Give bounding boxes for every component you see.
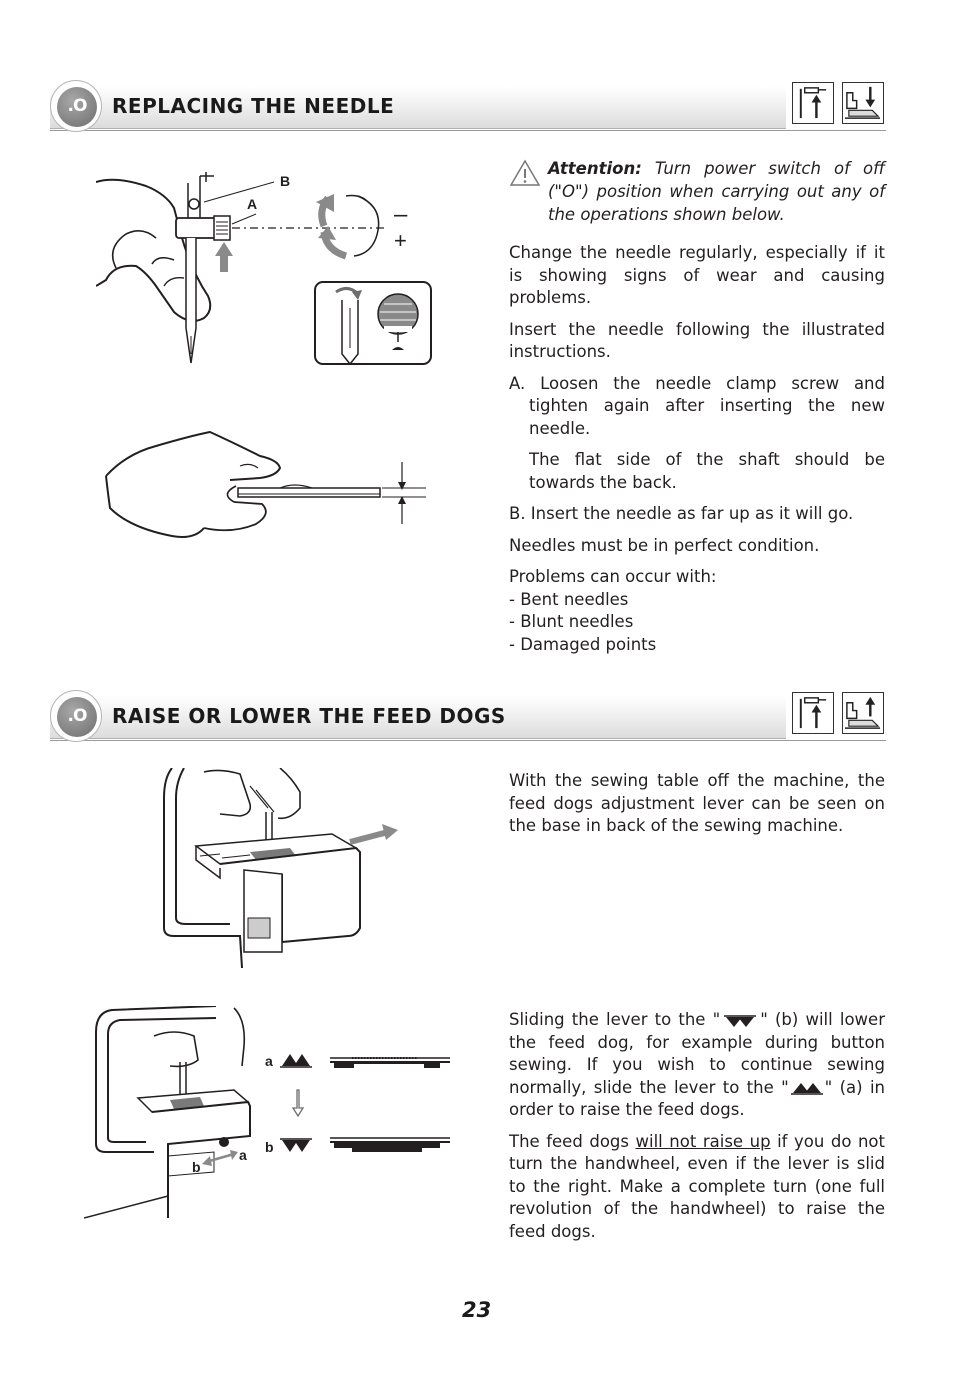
section-badge	[50, 80, 102, 132]
feed-dogs-raised-icon	[789, 1081, 825, 1095]
text-span: " (b) will lower the feed dog, for example during button sewing. If you wish to continue sewing normally, slide the lever to the "	[509, 1010, 885, 1097]
step-a: A. Loosen the needle clamp screw and tighten again after inserting the new needle.	[509, 373, 885, 438]
paragraph: Problems can occur with:	[509, 567, 717, 586]
page-number: 23	[462, 1298, 492, 1322]
step-b: B. Insert the needle as far up as it will go.	[509, 504, 854, 523]
list-item: - Damaged points	[509, 634, 657, 654]
needle-change-icon	[792, 82, 834, 124]
needle-instructions	[509, 242, 885, 656]
needle-flat-side-illustration	[100, 424, 430, 548]
text-span: " (a) in order to raise the feed dogs.	[509, 1077, 885, 1119]
label-a: A	[247, 196, 258, 212]
attention-body: Turn power switch of off ("O") position when carrying out any of the operations shown below.	[548, 159, 885, 224]
text-span: The feed dogs	[509, 1131, 636, 1151]
attention-text	[548, 157, 885, 226]
paragraph	[509, 1009, 885, 1122]
label-b: B	[280, 173, 291, 189]
text-span: Sliding the lever to the "	[509, 1010, 721, 1029]
presser-foot-up-icon	[842, 692, 884, 734]
section-title: REPLACING THE NEEDLE	[112, 94, 395, 118]
header-icons	[792, 692, 886, 736]
attention-note	[509, 157, 885, 226]
step-a-note: The flat side of the shaft should be towards the back.	[529, 450, 885, 492]
lever-label-a: a	[239, 1147, 247, 1163]
label-minus: –	[394, 201, 408, 228]
needle-change-icon	[792, 692, 834, 734]
underlined-text: will not raise up	[635, 1131, 771, 1151]
paragraph	[509, 1131, 885, 1244]
section-badge-text: .O	[67, 706, 87, 726]
section-badge	[50, 690, 102, 742]
list-item: - Bent needles	[509, 589, 629, 609]
feed-dogs-lever-illustration	[84, 1006, 454, 1222]
presser-foot-down-icon	[842, 82, 884, 124]
paragraph: Needles must be in perfect condition.	[509, 535, 820, 555]
label-plus: +	[394, 228, 407, 253]
feed-label-b: b	[265, 1139, 274, 1155]
section-title: RAISE OR LOWER THE FEED DOGS	[112, 704, 506, 728]
header-underline	[50, 740, 886, 741]
paragraph: With the sewing table off the machine, the feed dogs adjustment lever can be seen on the base in back of the sewing machine.	[509, 771, 885, 835]
feed-label-a: a	[265, 1053, 273, 1069]
section-header-replacing-needle	[50, 80, 886, 132]
paragraph: Change the needle regularly, especially if it is showing signs of wear and causing problems.	[509, 243, 885, 307]
feed-dogs-lowered-icon	[720, 1014, 760, 1028]
section-header-feed-dogs	[50, 690, 886, 742]
text-span: if you do not turn the handwheel, even if the lever is slid to the right. Make a complete turn (one full revolution of the handwheel) to raise the feed dogs.	[509, 1131, 885, 1241]
header-icons	[792, 82, 886, 126]
paragraph: Insert the needle following the illustrated instructions.	[509, 319, 885, 361]
feed-dogs-intro	[509, 770, 885, 847]
machine-base-illustration	[160, 768, 402, 970]
attention-label: Attention:	[548, 159, 642, 178]
list-item: - Blunt needles	[509, 612, 634, 631]
feed-dogs-instructions	[509, 1009, 885, 1252]
header-underline	[50, 130, 886, 131]
warning-icon	[509, 159, 541, 187]
section-badge-text: .O	[67, 96, 87, 116]
lever-label-b: b	[192, 1159, 201, 1175]
needle-clamp-illustration	[96, 168, 441, 373]
